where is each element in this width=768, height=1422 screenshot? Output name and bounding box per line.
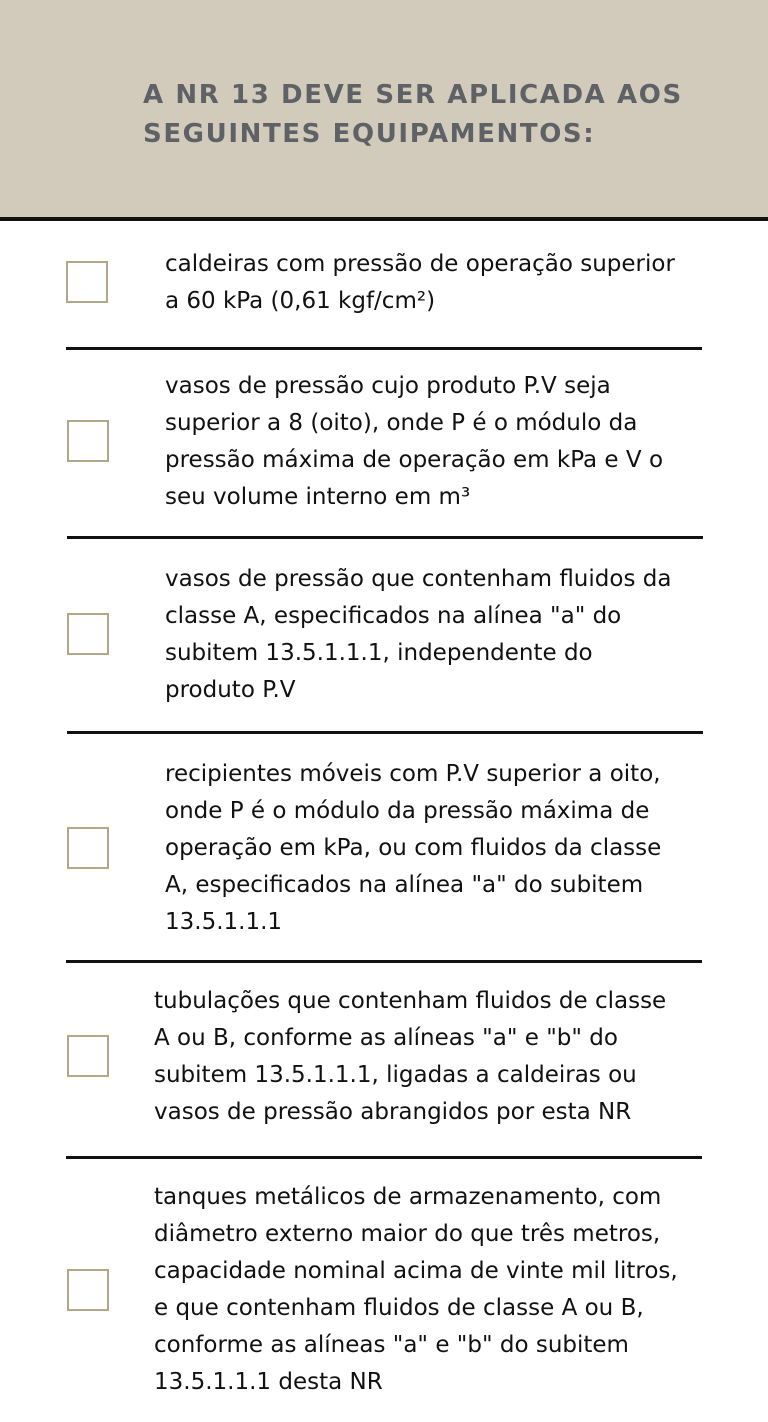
checkbox-item-6[interactable] — [67, 1269, 109, 1311]
checkbox-item-1[interactable] — [66, 261, 108, 303]
header-banner — [0, 0, 768, 218]
item-2-text: vasos de pressão cujo produto P.V seja superior a 8 (oito), onde P é o módulo da pressão máxima de operação em kPa e V o seu volume interno em m³ — [165, 373, 664, 510]
item-divider — [66, 960, 702, 963]
item-divider — [67, 536, 703, 539]
item-1-text: caldeiras com pressão de operação superior a 60 kPa (0,61 kgf/cm²) — [165, 251, 675, 314]
item-5-text: tubulações que contenham fluidos de classe A ou B, conforme as alíneas "a" e "b" do subitem 13.5.1.1.1, ligadas a caldeiras ou vasos de pressão abrangidos por esta NR — [154, 988, 667, 1125]
checkbox-item-3[interactable] — [67, 613, 109, 655]
item-divider — [67, 731, 703, 734]
item-divider — [66, 347, 702, 350]
item-6-text: tanques metálicos de armazenamento, com diâmetro externo maior do que três metros, capacidade nominal acima de vinte mil litros, e que contenham fluidos de classe A ou B, conforme as alíneas "a" e "b" do subitem 13.5.1.1.1 desta NR — [154, 1184, 678, 1395]
checkbox-item-5[interactable] — [67, 1035, 109, 1077]
header-divider — [0, 217, 768, 221]
item-divider — [66, 1156, 702, 1159]
checkbox-item-4[interactable] — [67, 827, 109, 869]
checkbox-item-2[interactable] — [67, 420, 109, 462]
item-3-text: vasos de pressão que contenham fluidos da classe A, especificados na alínea "a" do subitem 13.5.1.1.1, independente do produto P.V — [165, 566, 672, 703]
page-title: A NR 13 DEVE SER APLICADA AOS SEGUINTES EQUIPAMENTOS: — [143, 80, 683, 149]
item-4-text: recipientes móveis com P.V superior a oito, onde P é o módulo da pressão máxima de operação em kPa, ou com fluidos da classe A, especificados na alínea "a" do subitem 13.5.1.1.1 — [165, 761, 662, 935]
